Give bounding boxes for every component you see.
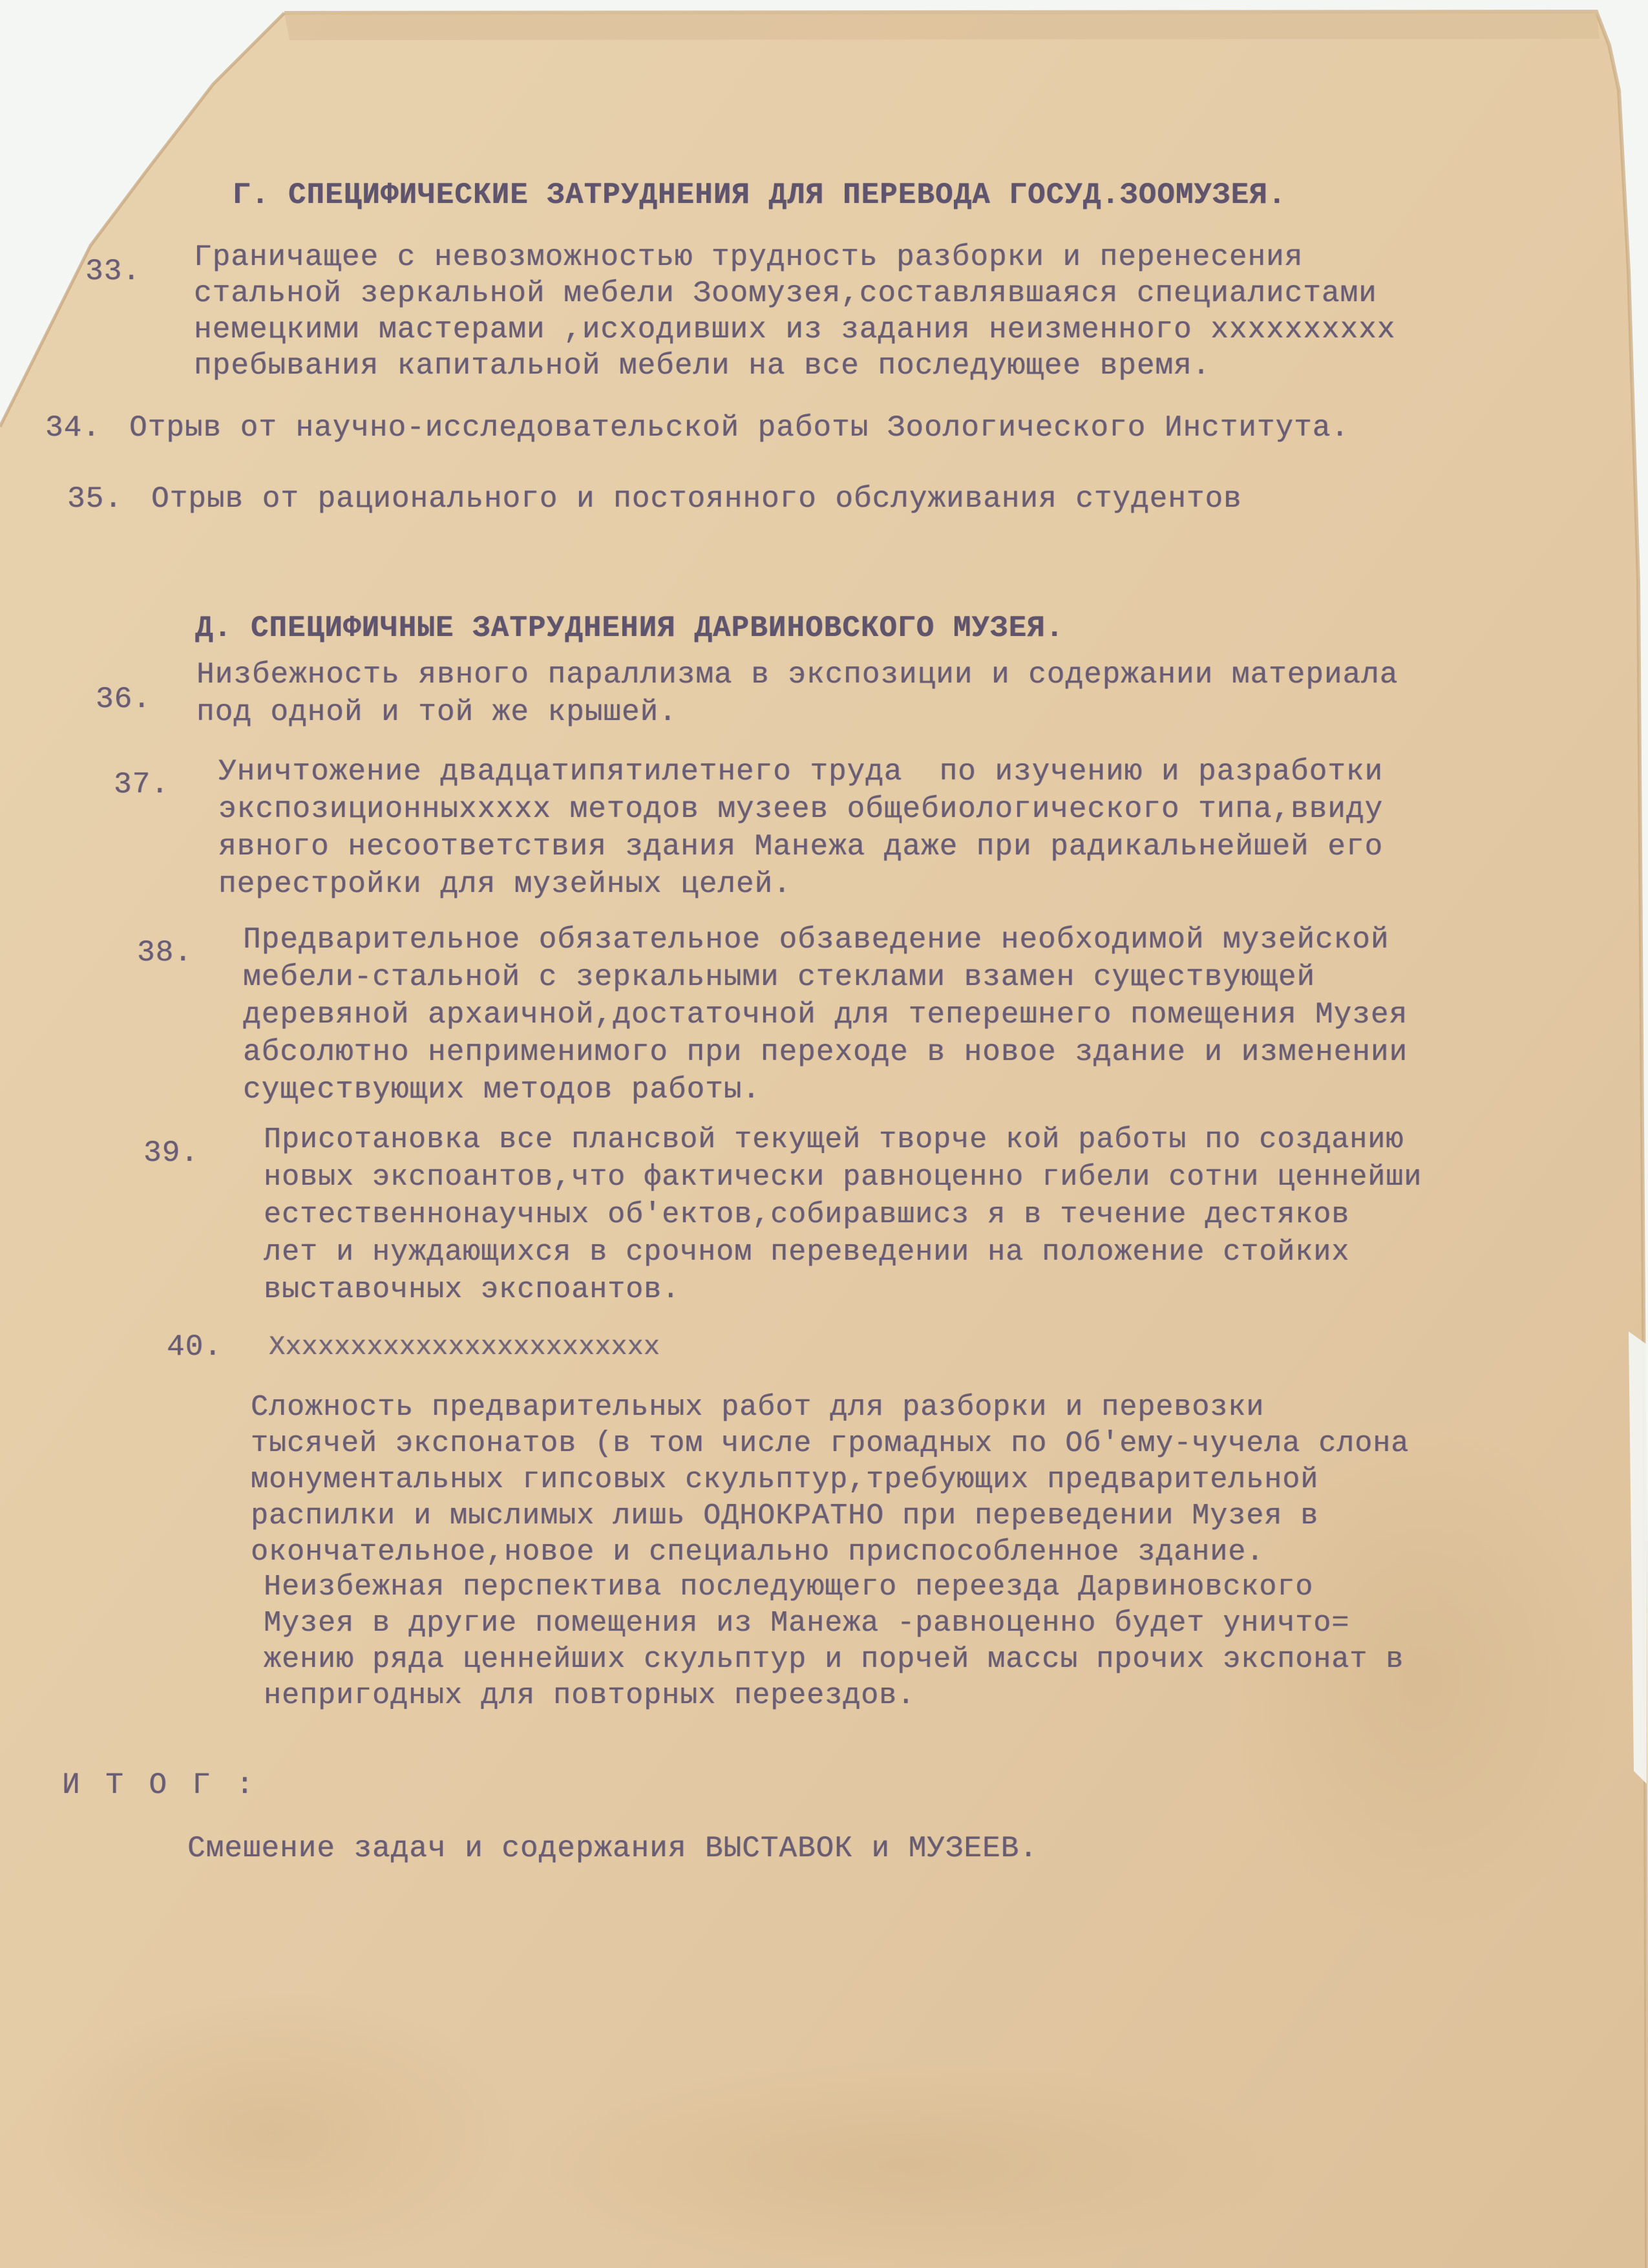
- item-33-text: Граничащее с невозможностью трудность разборки и перенесения стальной зеркальной мебели Зоомузея,составлявшаяся специалистами немецкими мастерами ,исходивших из задания неизменного хххххххххх пребывания капитальной мебели на все последующее время.: [194, 240, 1396, 383]
- item-number: 37.: [114, 768, 169, 801]
- item-34-text: Отрыв от научно-исследовательской работы Зоологического Института.: [129, 411, 1349, 445]
- item-37-text: Уничтожение двадцатипятилетнего труда по изучению и разработки экспозиционныххххх методов музеев общебиологического типа,ввиду явного несоответствия здания Манежа даже при радикальнейшей его перестройки для музейных целей.: [218, 755, 1384, 901]
- section-d-heading: Д. СПЕЦИФИЧНЫЕ ЗАТРУДНЕНИЯ ДАРВИНОВСКОГО МУЗЕЯ.: [195, 611, 1064, 645]
- item-40-struck-text: Хххххххххххххххххххххххх: [269, 1331, 660, 1362]
- item-39-text: Присотановка все плансвой текущей творче кой работы по созданию новых экспоантов,что фактически равноценно гибели сотни ценнейши естественнонаучных об'ектов,собиравшисз я в течение дестяков лет и нуждающихся в срочном переведении на положение стойких выставочных экспоантов.: [264, 1123, 1422, 1306]
- item-number: 35.: [67, 482, 123, 516]
- item-36-text: Низбежность явного параллизма в экспозиции и содержании материала под одной и той же крышей.: [196, 658, 1399, 729]
- item-38-text: Предварительное обязательное обзаведение необходимой музейской мебели-стальной с зеркальными стеклами взамен существующей деревяной архаичной,достаточной для теперешнего помещения Музея абсолютно неприменимого при переходе в новое здание и изменении существующих методов работы.: [243, 923, 1408, 1107]
- item-number: 36.: [96, 683, 151, 716]
- summary-text: Смешение задач и содержания ВЫСТАВОК и МУЗЕЕВ.: [187, 1832, 1038, 1865]
- summary-label: И Т О Г :: [62, 1768, 258, 1802]
- section-g-heading: Г. СПЕЦИФИЧЕСКИЕ ЗАТРУДНЕНИЯ ДЛЯ ПЕРЕВОДА ГОСУД.ЗООМУЗЕЯ.: [233, 178, 1287, 212]
- complexity-paragraph: Сложность предварительных работ для разборки и перевозки тысячей экспонатов (в том числе громадных по Об'ему-чучела слона монументальных гипсовых скульптур,требующих предварительной распилки и мыслимых лишь ОДНОКРАТНО при переведении Музея в окончательное,новое и специально приспособленное здание.: [251, 1391, 1410, 1569]
- perspective-paragraph: Неизбежная перспектива последующего переезда Дарвиновского Музея в другие помещения из Манежа -равноценно будет уничто= жению ряда ценнейших скульптур и порчей массы прочих экспонат в непригодных для повторных переездов.: [264, 1571, 1404, 1712]
- item-35-text: Отрыв от рационального и постоянного обслуживания студентов: [151, 482, 1242, 516]
- item-number: 40.: [167, 1330, 222, 1364]
- item-number: 33.: [85, 255, 141, 288]
- item-number: 34.: [45, 411, 101, 445]
- item-number: 39.: [143, 1136, 199, 1170]
- item-number: 38.: [137, 936, 193, 970]
